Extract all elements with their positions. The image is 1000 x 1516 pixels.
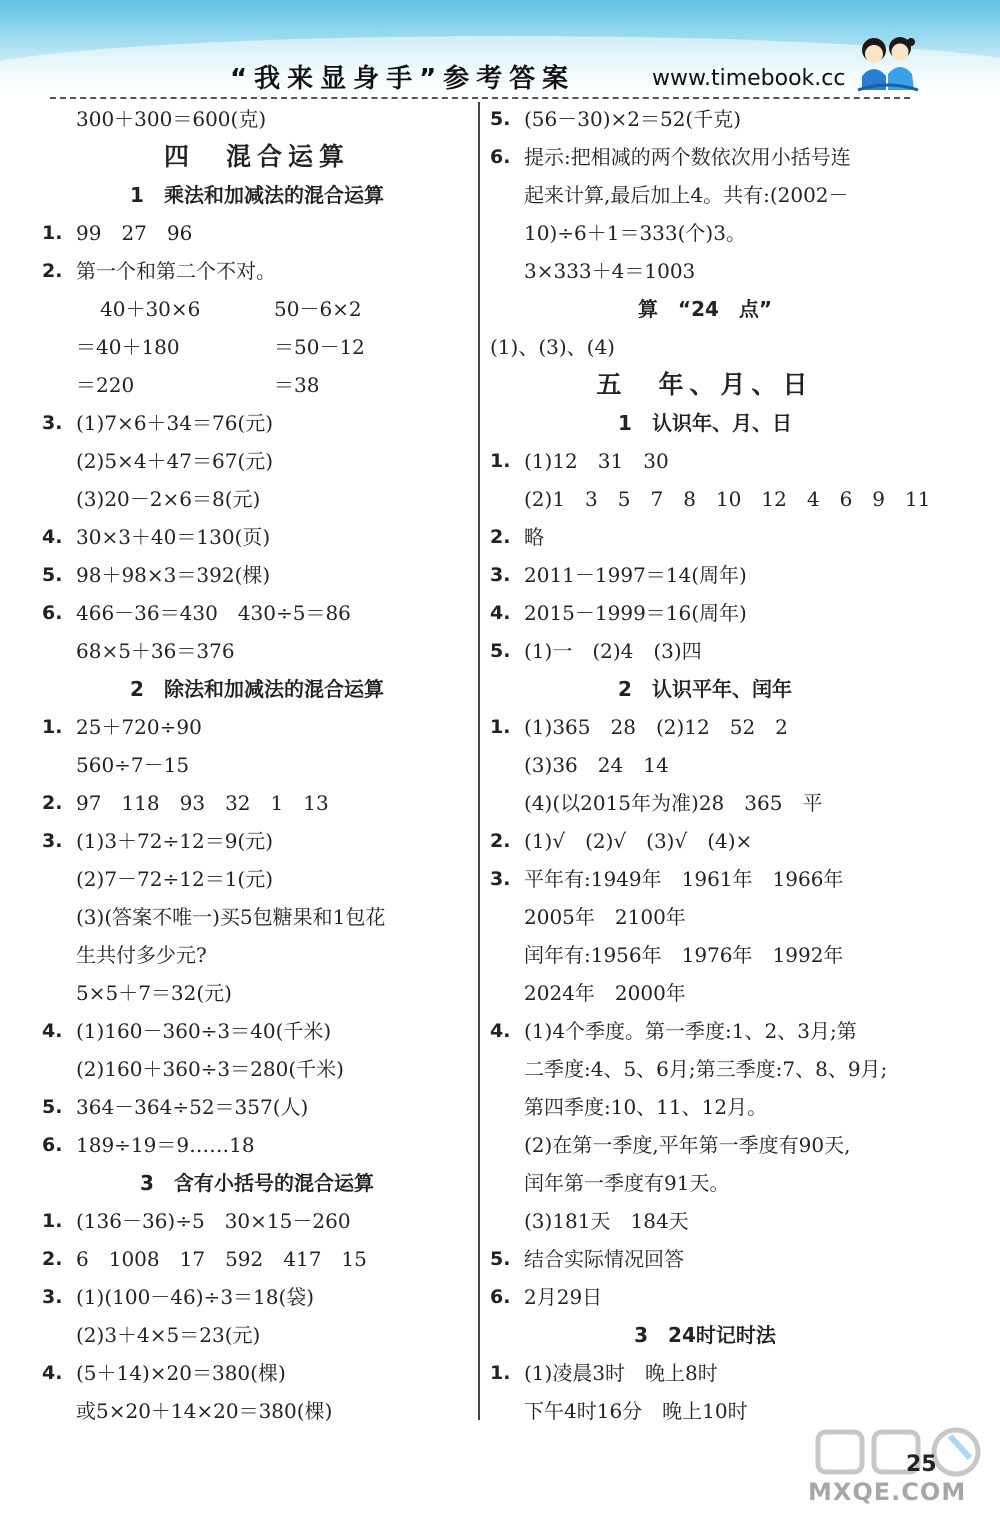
- section-title: 3 含有小括号的混合运算: [140, 1171, 374, 1195]
- answer-line: (2)3＋4×5＝23(元): [76, 1323, 261, 1347]
- answer-item: 3. (1)3＋72÷12＝9(元): [42, 829, 274, 853]
- answer-item: 5. (1)一 (2)4 (3)四: [490, 639, 702, 663]
- chapter-title: 四 混合运算: [163, 142, 350, 171]
- answer-item: 1. 99 27 96: [42, 221, 193, 245]
- header-url: www.timebook.cc: [652, 66, 846, 91]
- header-dashed-rule: [50, 97, 910, 99]
- answer-line: 闰年第一季度有91天。: [524, 1171, 730, 1195]
- answer-line: 二季度:4、5、6月;第三季度:7、8、9月;: [524, 1057, 888, 1081]
- answer-item: 3. (1)7×6＋34＝76(元): [42, 411, 274, 435]
- answer-line: 2024年 2000年: [524, 981, 686, 1005]
- answer-item: 1. (1)12 31 30: [490, 449, 669, 473]
- answer-item: 1. 25＋720÷90: [42, 715, 202, 739]
- answer-line: 生共付多少元?: [76, 943, 207, 967]
- answer-item: 2. (1)√ (2)√ (3)√ (4)×: [490, 829, 753, 853]
- left-column: [42, 100, 472, 1430]
- answer-item: 1. (1)凌晨3时 晚上8时: [490, 1361, 718, 1385]
- answer-line: 5×5＋7＝32(元): [76, 981, 232, 1005]
- answer-item: 6. 2月29日: [490, 1285, 603, 1309]
- answer-line: (2)5×4＋47＝67(元): [76, 449, 274, 473]
- answer-item: 2. 第一个和第二个不对。: [42, 259, 276, 283]
- right-column: [490, 100, 931, 1430]
- answer-line: ＝40＋180 ＝50－12: [76, 335, 365, 359]
- answer-line: 40＋30×6 50－6×2: [100, 297, 362, 321]
- section-title: 1 乘法和加减法的混合运算: [130, 183, 384, 207]
- section-title: 2 除法和加减法的混合运算: [130, 677, 384, 701]
- header-title: “我来显身手”参考答案: [230, 64, 576, 94]
- section-title: 3 24时记时法: [634, 1323, 776, 1347]
- watermark-text: MXQE.COM: [808, 1478, 967, 1506]
- answer-line: (3)(答案不唯一)买5包糖果和1包花: [76, 905, 386, 929]
- answer-item: 5. (56－30)×2＝52(千克): [490, 107, 742, 131]
- answer-line: 68×5＋36＝376: [76, 639, 235, 663]
- answer-line: (2)160＋360÷3＝280(千米): [76, 1057, 344, 1081]
- page-header: [0, 0, 1000, 96]
- answer-item: 2. 略: [490, 525, 544, 549]
- answer-item: 6. 提示:把相减的两个数依次用小括号连: [490, 145, 851, 169]
- answer-line: 3×333＋4＝1003: [524, 259, 696, 283]
- answer-line: (2)1 3 5 7 8 10 12 4 6 9 11: [524, 487, 931, 511]
- answer-item: 6. 189÷19＝9……18: [42, 1133, 255, 1157]
- answer-line: 300＋300＝600(克): [76, 107, 267, 131]
- answer-line: 或5×20＋14×20＝380(棵): [76, 1399, 333, 1423]
- answer-line: (1)、(3)、(4): [490, 335, 615, 359]
- answer-line: 第四季度:10、11、12月。: [524, 1095, 768, 1119]
- answer-line: ＝220 ＝38: [76, 373, 320, 397]
- section-title: 1 认识年、月、日: [618, 411, 792, 435]
- answer-line: 560÷7－15: [76, 753, 190, 777]
- answer-item: 4. 2015－1999＝16(周年): [490, 601, 747, 625]
- answer-line: (3)181天 184天: [524, 1209, 689, 1233]
- answer-item: 5. 364－364÷52＝357(人): [42, 1095, 309, 1119]
- answer-line: (3)36 24 14: [524, 753, 669, 777]
- section-title: 2 认识平年、闰年: [618, 677, 792, 701]
- answer-line: (2)7－72÷12＝1(元): [76, 867, 274, 891]
- answer-line: (2)在第一季度,平年第一季度有90天,: [524, 1133, 851, 1157]
- answer-line: 闰年有:1956年 1976年 1992年: [524, 943, 844, 967]
- answer-line: 2005年 2100年: [524, 905, 686, 929]
- answer-item: 5. 98＋98×3＝392(棵): [42, 563, 271, 587]
- answer-item: 1. (1)365 28 (2)12 52 2: [490, 715, 788, 739]
- kids-mascot-icon: [852, 32, 922, 94]
- chapter-title: 五 年、月、日: [596, 370, 814, 399]
- answer-item: 2. 97 118 93 32 1 13: [42, 791, 329, 815]
- answer-line: (4)(以2015年为准)28 365 平: [524, 791, 823, 815]
- answer-item: 4. (5＋14)×20＝380(棵): [42, 1361, 286, 1385]
- answer-item: 6. 466－36＝430 430÷5＝86: [42, 601, 351, 625]
- answer-line: (3)20－2×6＝8(元): [76, 487, 261, 511]
- answer-item: 3. (1)(100－46)÷3＝18(袋): [42, 1285, 315, 1309]
- answer-line: 10)÷6＋1＝333(个)3。: [524, 221, 746, 245]
- column-divider: [478, 102, 480, 1420]
- answer-item: 4. (1)160－360÷3＝40(千米): [42, 1019, 332, 1043]
- page-number: 25: [906, 1452, 937, 1477]
- answer-item: 2. 6 1008 17 592 417 15: [42, 1247, 367, 1271]
- answer-line: 起来计算,最后加上4。共有:(2002－: [524, 183, 849, 207]
- answer-item: 4. 30×3＋40＝130(页): [42, 525, 271, 549]
- answer-line: 下午4时16分 晚上10时: [524, 1399, 748, 1423]
- answer-item: 1. (136－36)÷5 30×15－260: [42, 1209, 351, 1233]
- answer-item: 5. 结合实际情况回答: [490, 1247, 684, 1271]
- answer-item: 3. 平年有:1949年 1961年 1966年: [490, 867, 844, 891]
- answer-item: 3. 2011－1997＝14(周年): [490, 563, 747, 587]
- section-title: 算 “24 点”: [637, 297, 773, 321]
- answer-item: 4. (1)4个季度。第一季度:1、2、3月;第: [490, 1019, 857, 1043]
